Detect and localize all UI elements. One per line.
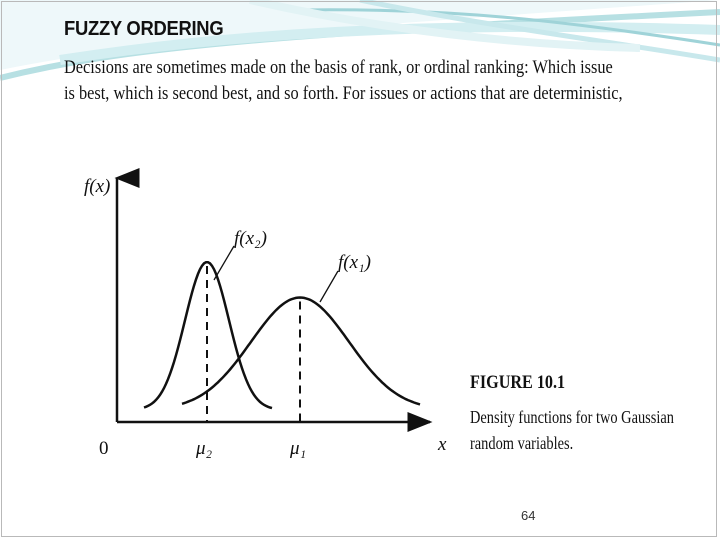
figure-caption-title: FIGURE 10.1 bbox=[470, 372, 566, 393]
curve-label-fx1: f(x₁) bbox=[338, 252, 371, 273]
leader-fx2 bbox=[214, 246, 234, 280]
slide-title: FUZZY ORDERING bbox=[64, 18, 224, 40]
x-axis-label: x bbox=[438, 434, 447, 455]
figure-caption bbox=[470, 404, 674, 456]
leader-fx1 bbox=[320, 271, 338, 302]
figure-caption-line-2: random variables. bbox=[470, 433, 574, 453]
y-axis-label: f(x) bbox=[84, 176, 111, 197]
origin-label: 0 bbox=[99, 438, 109, 459]
tick-label-mu1: μ₁ bbox=[290, 438, 307, 459]
figure-caption-line-1: Density functions for two Gaussian bbox=[470, 407, 674, 427]
curve-label-fx2: f(x₂) bbox=[234, 228, 267, 249]
body-line-2: is best, which is second best, and so forth. For issues or actions that are deterministic, bbox=[64, 83, 623, 104]
body-line-1: Decisions are sometimes made on the basis of rank, or ordinal ranking: Which issue bbox=[64, 57, 613, 78]
page-number: 64 bbox=[521, 508, 536, 523]
tick-label-mu2: μ₂ bbox=[196, 438, 213, 459]
